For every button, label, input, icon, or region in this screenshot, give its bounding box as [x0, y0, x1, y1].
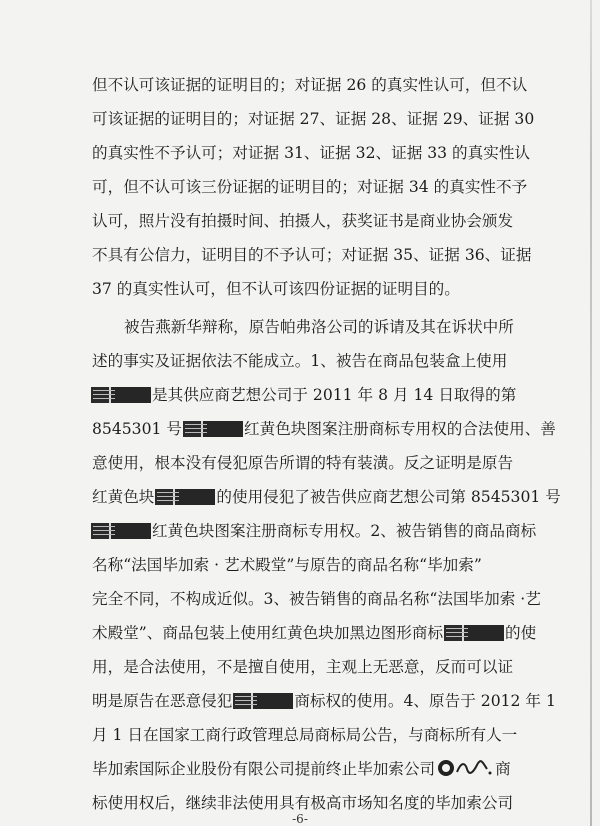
text-segment: 的使用侵犯了被告供应商艺想公司第 8545301 号: [216, 488, 561, 506]
text-segment: 明是原告在恶意侵犯: [92, 692, 233, 710]
text-line: [0, 378, 600, 412]
text-segment: 毕加索国际企业股份有限公司提前终止毕加索公司: [92, 760, 436, 778]
text-segment: 红黄色块图案注册商标专用权。2、被告销售的商品商标: [152, 522, 537, 540]
text-segment: 商标权的使用。4、原告于 2012 年 1: [294, 692, 556, 710]
text-line: 的真实性不予认可；对证据 31、证据 32、证据 33 的真实性认: [92, 144, 531, 162]
text-line: 述的事实及证据依法不能成立。1、被告在商品包装盒上使用: [92, 352, 508, 370]
text-line: 用，是合法使用，不是擅自使用，主观上无恶意，反而可以证: [92, 658, 514, 676]
redacted-trademark-image: [233, 693, 293, 709]
text-segment: 商: [495, 760, 511, 778]
text-line: [0, 514, 600, 548]
text-line: 可，但不认可该三份证据的证明目的；对证据 34 的真实性不予: [92, 178, 528, 196]
paragraph-start-line: 被告燕新华辩称，原告帕弗洛公司的诉请及其在诉状中所: [124, 318, 514, 336]
text-line: 月 1 日在国家工商行政管理总局商标局公告，与商标所有人一: [92, 726, 518, 744]
text-line: [0, 480, 600, 514]
redacted-trademark-image: [91, 387, 151, 403]
text-line: 但不认可该证据的证明目的；对证据 26 的真实性认可，但不认: [92, 76, 528, 94]
redacted-trademark-image: [91, 523, 151, 539]
picasso-logo-image: [437, 757, 493, 779]
text-line: 完全不同，不构成近似。3、被告销售的商品名称“法国毕加索 ·艺: [92, 590, 541, 608]
text-line: 标使用权后，继续非法使用具有极高市场知名度的毕加索公司: [92, 794, 514, 812]
text-line: 认可，照片没有拍摄时间、拍摄人，获奖证书是商业协会颁发: [92, 212, 514, 230]
scan-edge-shadow: [590, 0, 592, 826]
page-number: -6-: [292, 812, 308, 826]
text-segment: 红黄色块图案注册商标专用权的合法使用、善: [244, 420, 556, 438]
redacted-trademark-image: [155, 489, 215, 505]
text-line: 37 的真实性认可，但不认可该四份证据的证明目的。: [92, 280, 460, 298]
text-line: [0, 684, 600, 718]
redacted-trademark-image: [183, 421, 243, 437]
text-line: 名称“法国毕加索 · 艺术殿堂”与原告的商品名称“毕加索”: [92, 556, 482, 574]
text-segment: 红黄色块: [92, 488, 155, 506]
text-line: 可该证据的证明目的；对证据 27、证据 28、证据 29、证据 30: [92, 110, 535, 128]
text-segment: 术殿堂”、商品包装上使用红黄色块加黑边图形商标: [92, 624, 444, 642]
redacted-trademark-image: [444, 625, 504, 641]
text-line: [0, 752, 600, 786]
text-line: [0, 616, 600, 650]
text-line: 意使用，根本没有侵犯原告所谓的特有装潢。反之证明是原告: [92, 454, 514, 472]
text-line: 不具有公信力，证明目的不予认可；对证据 35、证据 36、证据: [92, 246, 532, 264]
text-segment: 是其供应商艺想公司于 2011 年 8 月 14 日取得的第: [152, 386, 517, 404]
text-line: [0, 412, 600, 446]
text-segment: 的使: [505, 624, 537, 642]
text-segment: 8545301 号: [92, 420, 182, 438]
